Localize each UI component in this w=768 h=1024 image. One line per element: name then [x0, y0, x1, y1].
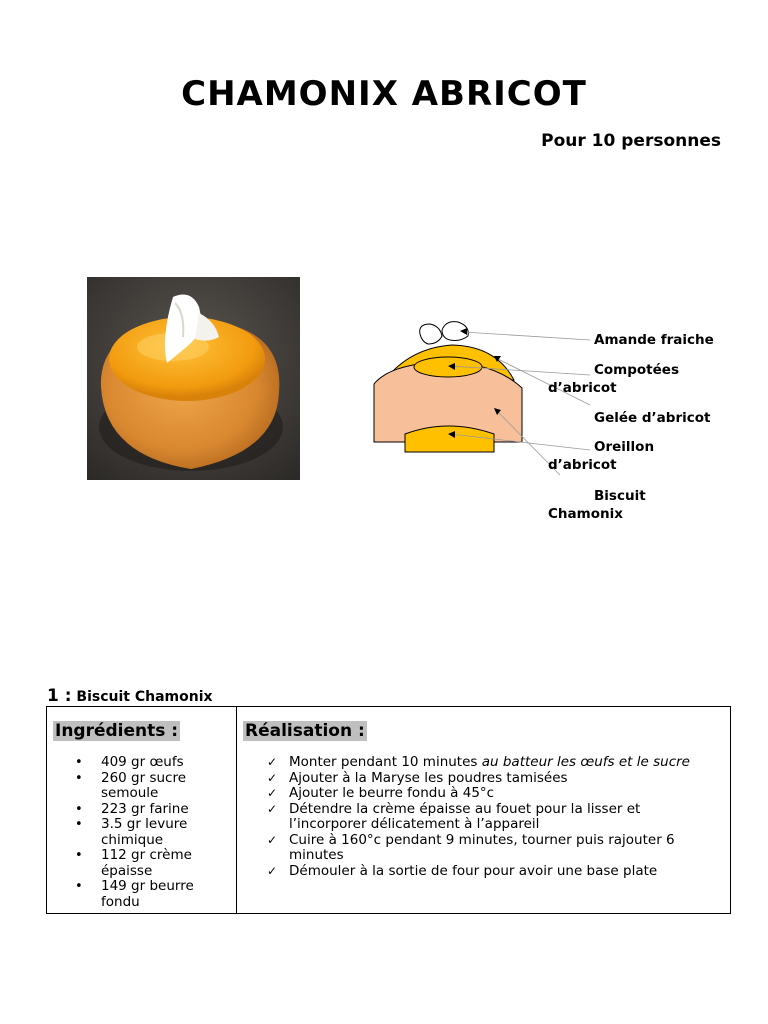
ingredient-item: • 149 gr beurre fondu [53, 879, 236, 910]
section-name: Biscuit Chamonix [76, 689, 213, 705]
ingredients-heading: Ingrédients : [55, 721, 179, 741]
step-item: ✓ Détendre la crème épaisse au fouet pour la lisser et l’incorporer délicatement à l’appareil [267, 800, 641, 832]
almond-shape [420, 324, 442, 344]
step-item: ✓ Ajouter à la Maryse les poudres tamisées [267, 769, 568, 786]
label-gelee: Gelée d’abricot [594, 410, 711, 426]
check-icon: ✓ [267, 801, 278, 816]
cross-section-diagram [360, 300, 760, 540]
ingredient-item: • 223 gr farine [53, 802, 236, 818]
check-icon: ✓ [267, 863, 278, 878]
step-item: ✓ Ajouter le beurre fondu à 45°c [267, 785, 495, 801]
label-oreillon: Oreillon d’abricot [548, 439, 655, 473]
recipe-table [46, 706, 731, 914]
dessert-photo [87, 277, 300, 480]
label-biscuit: Biscuit Chamonix [548, 488, 646, 522]
label-compotees: Compotées d’abricot [548, 362, 679, 396]
check-icon: ✓ [267, 786, 278, 800]
ingredients-list [53, 755, 236, 910]
ingredients-column [47, 707, 237, 913]
oreillon-layer [405, 426, 494, 452]
step-item: ✓ Démouler à la sortie de four pour avoir une base plate [267, 862, 658, 879]
realisation-heading: Réalisation : [245, 721, 365, 741]
ingredient-item: • 112 gr crème épaisse [53, 848, 236, 879]
ingredient-item: • 409 gr œufs [53, 755, 236, 771]
ingredient-item: • 3.5 gr levure chimique [53, 817, 236, 848]
check-icon: ✓ [267, 770, 278, 785]
check-icon: ✓ [267, 832, 278, 847]
check-icon: ✓ [267, 755, 278, 769]
step-item: ✓ Monter pendant 10 minutes au batteur les œufs et le sucre [267, 754, 690, 770]
steps-list [243, 755, 730, 879]
section-heading [47, 686, 213, 706]
page-title: CHAMONIX ABRICOT [181, 74, 587, 114]
step-item: ✓ Cuire à 160°c pendant 9 minutes, tourner puis rajouter 6 minutes [267, 831, 675, 863]
realisation-column [237, 707, 730, 913]
label-amande: Amande fraiche [594, 332, 714, 348]
compote-layer [414, 357, 482, 377]
ingredient-item: • 260 gr sucre semoule [53, 771, 236, 802]
servings: Pour 10 personnes [541, 131, 721, 151]
section-number: 1 : [47, 686, 72, 706]
